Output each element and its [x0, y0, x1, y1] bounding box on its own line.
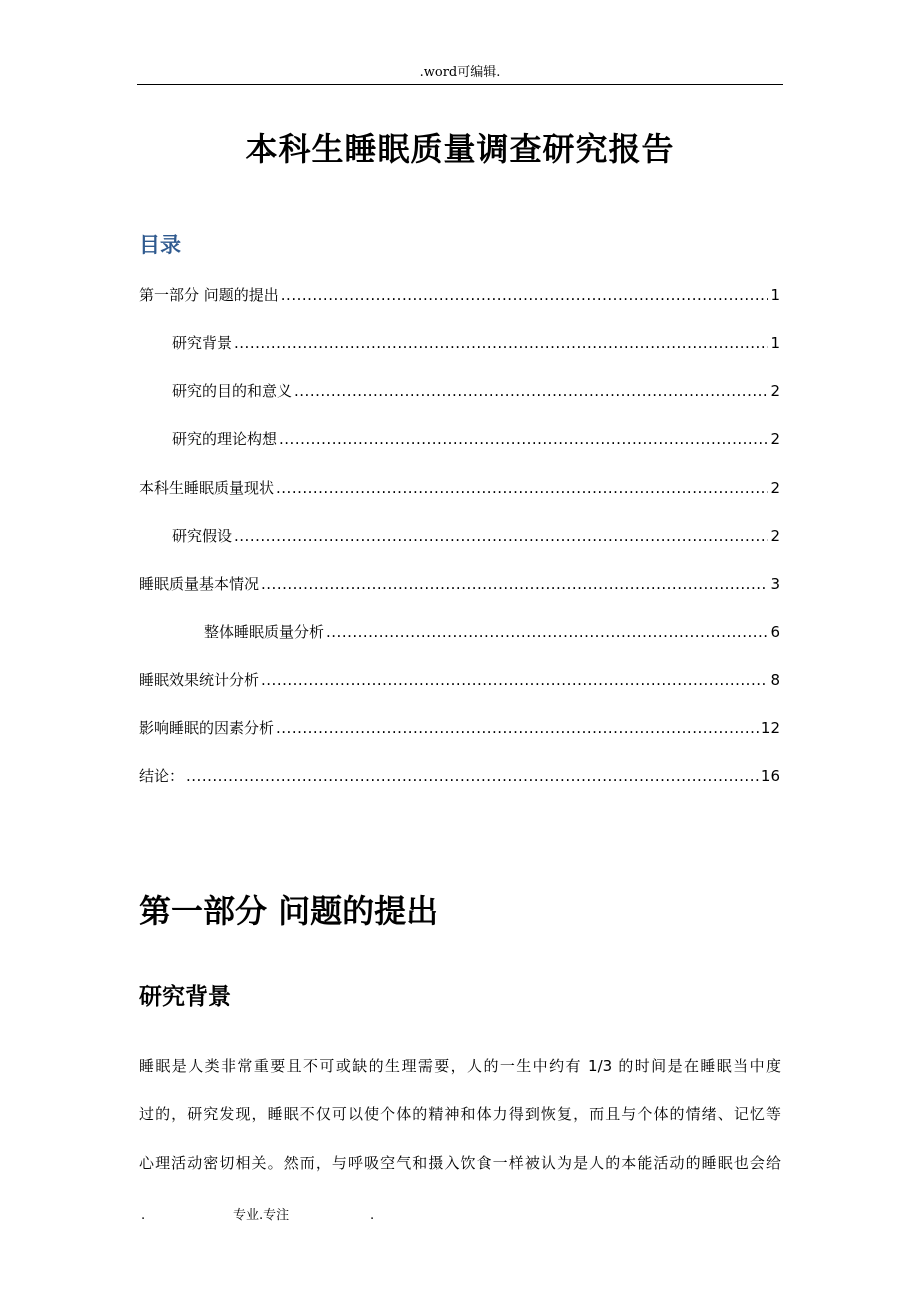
toc-entry-page: 1 [770, 286, 780, 304]
toc-heading: 目录 [139, 233, 181, 257]
toc-entry-label: 睡眠质量基本情况 [139, 575, 260, 593]
toc-entry-label: 研究的理论构想 [172, 430, 278, 448]
toc-entry[interactable] [139, 476, 780, 500]
header-divider [137, 84, 783, 85]
body-text-line: 心理活动密切相关。然而，与呼吸空气和摄入饮食一样被认为是人的本能活动的睡眠也会给 [139, 1154, 781, 1172]
toc-entry-page: 12 [760, 719, 780, 737]
toc-entry-page: 1 [770, 334, 780, 352]
toc-entry-label: 研究假设 [172, 527, 233, 545]
toc-entry[interactable] [139, 572, 780, 596]
toc-leader-dots [186, 764, 759, 788]
toc-entry[interactable] [204, 620, 780, 644]
toc-entry[interactable] [172, 379, 780, 403]
toc-entry-label: 结论： [139, 767, 185, 785]
toc-leader-dots [281, 283, 769, 307]
toc-leader-dots [234, 524, 768, 548]
toc-entry-label: 本科生睡眠质量现状 [139, 479, 275, 497]
subsection-heading: 研究背景 [139, 984, 231, 1010]
body-text-line: 睡眠是人类非常重要且不可或缺的生理需要，人的一生中约有 1/3 的时间是在睡眠当中度 [139, 1057, 781, 1075]
toc-entry-label: 整体睡眠质量分析 [204, 623, 325, 641]
toc-entry[interactable] [172, 524, 780, 548]
toc-entry-page: 16 [760, 767, 780, 785]
toc-entry[interactable] [139, 283, 780, 307]
toc-entry-page: 2 [770, 527, 780, 545]
toc-leader-dots [261, 668, 768, 692]
toc-leader-dots [326, 620, 768, 644]
toc-entry-label: 研究的目的和意义 [172, 382, 293, 400]
page-footer [0, 1206, 920, 1226]
page-header [0, 64, 920, 82]
header-text: .word可编辑. [419, 65, 501, 80]
toc-entry-page: 3 [770, 575, 780, 593]
toc-entry-page: 8 [770, 671, 780, 689]
toc-entry[interactable] [139, 716, 780, 740]
toc-entry[interactable] [139, 668, 780, 692]
toc-entry-page: 2 [770, 479, 780, 497]
body-text-line: 过的，研究发现，睡眠不仅可以使个体的精神和体力得到恢复，而且与个体的情绪、记忆等 [139, 1105, 781, 1123]
footer-text: 专业.专注 [233, 1208, 290, 1223]
toc-leader-dots [234, 331, 768, 355]
toc-entry-page: 2 [770, 430, 780, 448]
toc-leader-dots [276, 716, 759, 740]
toc-entry-label: 研究背景 [172, 334, 233, 352]
toc-entry-label: 影响睡眠的因素分析 [139, 719, 275, 737]
toc-entry-label: 睡眠效果统计分析 [139, 671, 260, 689]
document-title: 本科生睡眠质量调查研究报告 [245, 130, 675, 168]
toc-entry-page: 2 [770, 382, 780, 400]
toc-entry[interactable] [139, 764, 780, 788]
toc-leader-dots [261, 572, 768, 596]
toc-entry[interactable] [172, 331, 780, 355]
footer-left: . [141, 1208, 146, 1223]
toc-entry[interactable] [172, 427, 780, 451]
toc-entry-page: 6 [770, 623, 780, 641]
toc-entry-label: 第一部分 问题的提出 [139, 286, 279, 304]
toc-leader-dots [276, 476, 768, 500]
section-heading: 第一部分 问题的提出 [139, 892, 439, 930]
footer-right: . [370, 1208, 375, 1223]
toc-leader-dots [294, 379, 768, 403]
toc-leader-dots [279, 427, 768, 451]
